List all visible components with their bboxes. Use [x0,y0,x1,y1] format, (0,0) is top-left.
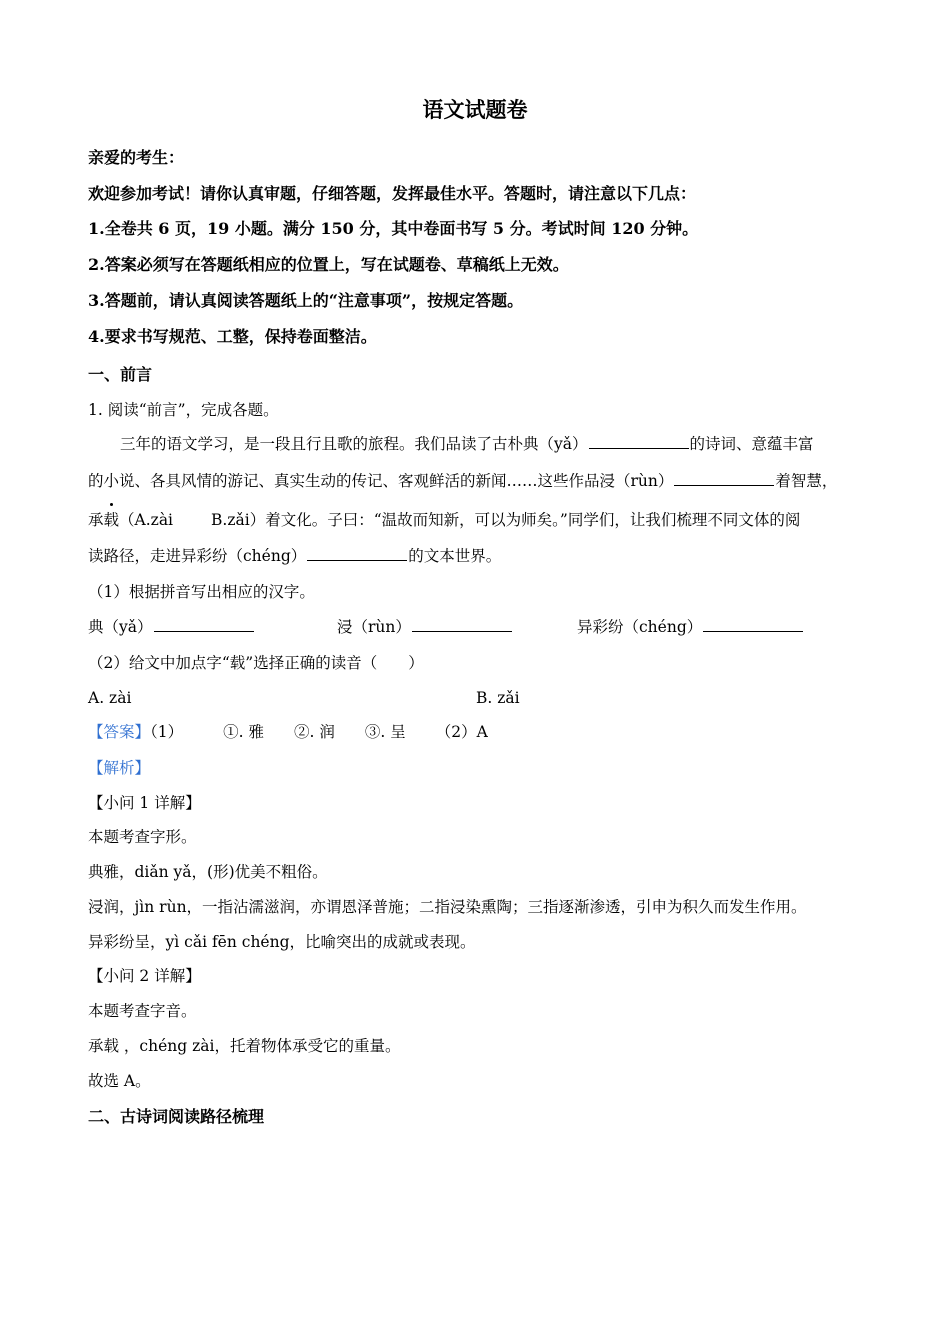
detail-2-heading: 【小问 2 详解】 [88,967,201,985]
passage-text: 的诗词、意蕴丰富 [689,435,814,453]
answer-tag: 【答案】 [88,723,151,741]
note-3: 3.答题前，请认真阅读答题纸上的“注意事项”，按规定答题。 [88,291,524,310]
passage-text: 三年的语文学习，是一段且行且歌的旅程。我们品读了古朴典（yǎ） [120,435,588,453]
sub-question-1: （1）根据拼音写出相应的汉字。 [88,583,315,601]
passage-line-3 [88,510,800,530]
answer-blank[interactable] [589,434,689,449]
welcome-text: 欢迎参加考试！请你认真审题，仔细答题，发挥最佳水平。答题时，请注意以下几点： [88,184,697,203]
answer-blank[interactable] [307,546,407,561]
detail-2-line: 承载 ，chéng zài，托着物体承受它的重量。 [88,1037,401,1055]
answer-blank[interactable] [674,471,774,486]
answer-part: （2）A [435,723,488,741]
answer-part: ③. 呈 [364,723,406,741]
detail-1-line: 本题考查字形。 [88,828,197,846]
option-b: B. zǎi [476,689,520,707]
greeting: 亲爱的考生： [88,148,185,167]
section-heading-1: 一、前言 [88,365,153,384]
passage-line-1 [120,434,814,454]
detail-2-line: 故选 A。 [88,1072,151,1090]
detail-1-heading: 【小问 1 详解】 [88,794,201,812]
passage-text: B.zǎi）着文化。子曰：“温故而知新，可以为师矣。”同学们，让我们梳理不同文体的阅 [211,511,801,529]
item-label: 异彩纷（chéng） [577,618,703,636]
passage-text: 的文本世界。 [408,547,502,565]
passage-text: （A.zài [119,511,174,529]
passage-text: 读路径，走进异彩纷（chéng） [88,547,307,565]
sub1-item-1 [88,617,255,637]
answer-part: ②. 润 [294,723,335,741]
passage-line-2 [88,471,837,491]
section-heading-2: 二、古诗词阅读路径梳理 [88,1107,265,1126]
answer-line [88,722,488,742]
question-1-stem: 1. 阅读“前言”，完成各题。 [88,401,279,419]
sub1-item-2 [337,617,513,637]
note-2: 2.答案必须写在答题纸相应的位置上，写在试题卷、草稿纸上无效。 [88,255,569,274]
page-title: 语文试题卷 [422,97,528,122]
passage-text: 着智慧， [775,472,838,490]
item-label: 典（yǎ） [88,618,153,636]
detail-1-line: 浸润，jìn rùn，一指沾濡滋润，亦谓恩泽普施；二指浸染熏陶；三指逐渐渗透，引申为积久而发生作用。 [88,898,807,916]
note-1: 1.全卷共 6 页，19 小题。满分 150 分，其中卷面书写 5 分。考试时间 120 分钟。 [88,219,699,238]
passage-line-4 [88,546,501,566]
passage-text: 承 [88,511,104,529]
dotted-character: 载 [103,511,120,529]
answer-part: ①. 雅 [223,723,264,741]
option-a: A. zài [88,689,132,707]
answer-part: （1） [150,723,184,741]
detail-1-line: 异彩纷呈，yì cǎi fēn chéng，比喻突出的成就或表现。 [88,933,476,951]
passage-text: 的小说、各具风情的游记、真实生动的传记、客观鲜活的新闻……这些作品浸（rùn） [88,472,674,490]
answer-blank[interactable] [703,617,803,632]
sub-question-2: （2）给文中加点字“载”选择正确的读音（ ） [88,654,424,672]
answer-blank[interactable] [154,617,254,632]
detail-2-line: 本题考查字音。 [88,1002,197,1020]
analysis-tag: 【解析】 [88,759,151,777]
answer-blank[interactable] [412,617,512,632]
note-4: 4.要求书写规范、工整，保持卷面整洁。 [88,327,377,346]
detail-1-line: 典雅，diǎn yǎ，(形)优美不粗俗。 [88,863,328,881]
item-label: 浸（rùn） [337,618,411,636]
sub1-item-3 [577,617,804,637]
